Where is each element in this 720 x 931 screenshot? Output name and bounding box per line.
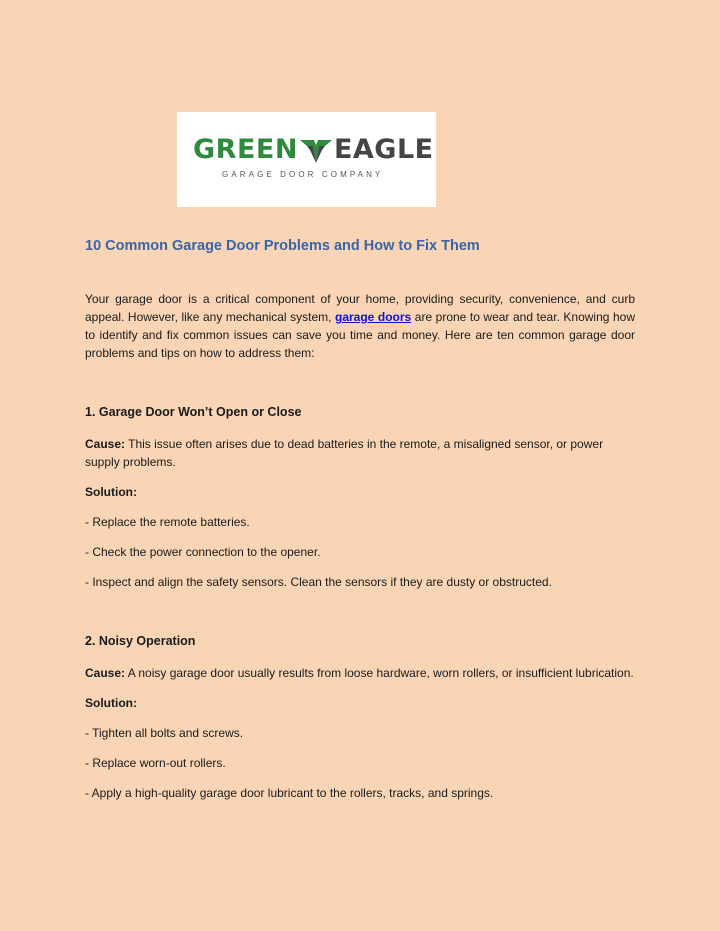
eagle-icon: [299, 136, 333, 164]
section-1-step-2: - Check the power connection to the opener.: [85, 545, 321, 559]
garage-doors-link[interactable]: garage doors: [335, 310, 412, 324]
logo-subtitle: GARAGE DOOR COMPANY: [222, 170, 384, 179]
intro-paragraph: [85, 290, 635, 362]
section-2-step-2: - Replace worn-out rollers.: [85, 756, 226, 770]
solution-label: Solution:: [85, 485, 137, 499]
section-1-title: 1. Garage Door Won’t Open or Close: [85, 405, 302, 419]
intro-text-start: Your garage door is a critical component of your home, providing security, convenience, and curb appeal. However, like any mechanical system,: [85, 292, 635, 324]
section-2-step-1: - Tighten all bolts and screws.: [85, 726, 244, 740]
company-logo: [177, 112, 436, 207]
section-2-cause: [85, 664, 635, 682]
article-title: 10 Common Garage Door Problems and How to Fix Them: [85, 238, 480, 254]
cause-label: Cause:: [85, 437, 126, 451]
section-2-title: 2. Noisy Operation: [85, 634, 196, 648]
section-1-step-3: - Inspect and align the safety sensors. Clean the sensors if they are dusty or obstructed.: [85, 575, 552, 589]
intro-text-end: are prone to wear and tear. Knowing how to identify and fix common issues can save you time and money. Here are ten common garage door problems and tips on how to address them:: [85, 310, 635, 360]
logo-wordmark: [193, 134, 434, 165]
section-1-solution-label: [85, 483, 635, 501]
cause-text: A noisy garage door usually results from loose hardware, worn rollers, or insufficient lubrication.: [125, 666, 634, 680]
cause-text: This issue often arises due to dead batteries in the remote, a misaligned sensor, or power supply problems.: [85, 437, 604, 469]
solution-label: Solution:: [85, 696, 137, 710]
logo-word-eagle: EAGLE: [333, 134, 434, 165]
section-2-solution-label: [85, 694, 635, 712]
section-1-step-1: - Replace the remote batteries.: [85, 515, 250, 529]
cause-label: Cause:: [85, 666, 126, 680]
section-1-cause: [85, 435, 635, 471]
logo-word-green: GREEN: [193, 134, 298, 165]
section-2-step-3: - Apply a high-quality garage door lubricant to the rollers, tracks, and springs.: [85, 786, 494, 800]
